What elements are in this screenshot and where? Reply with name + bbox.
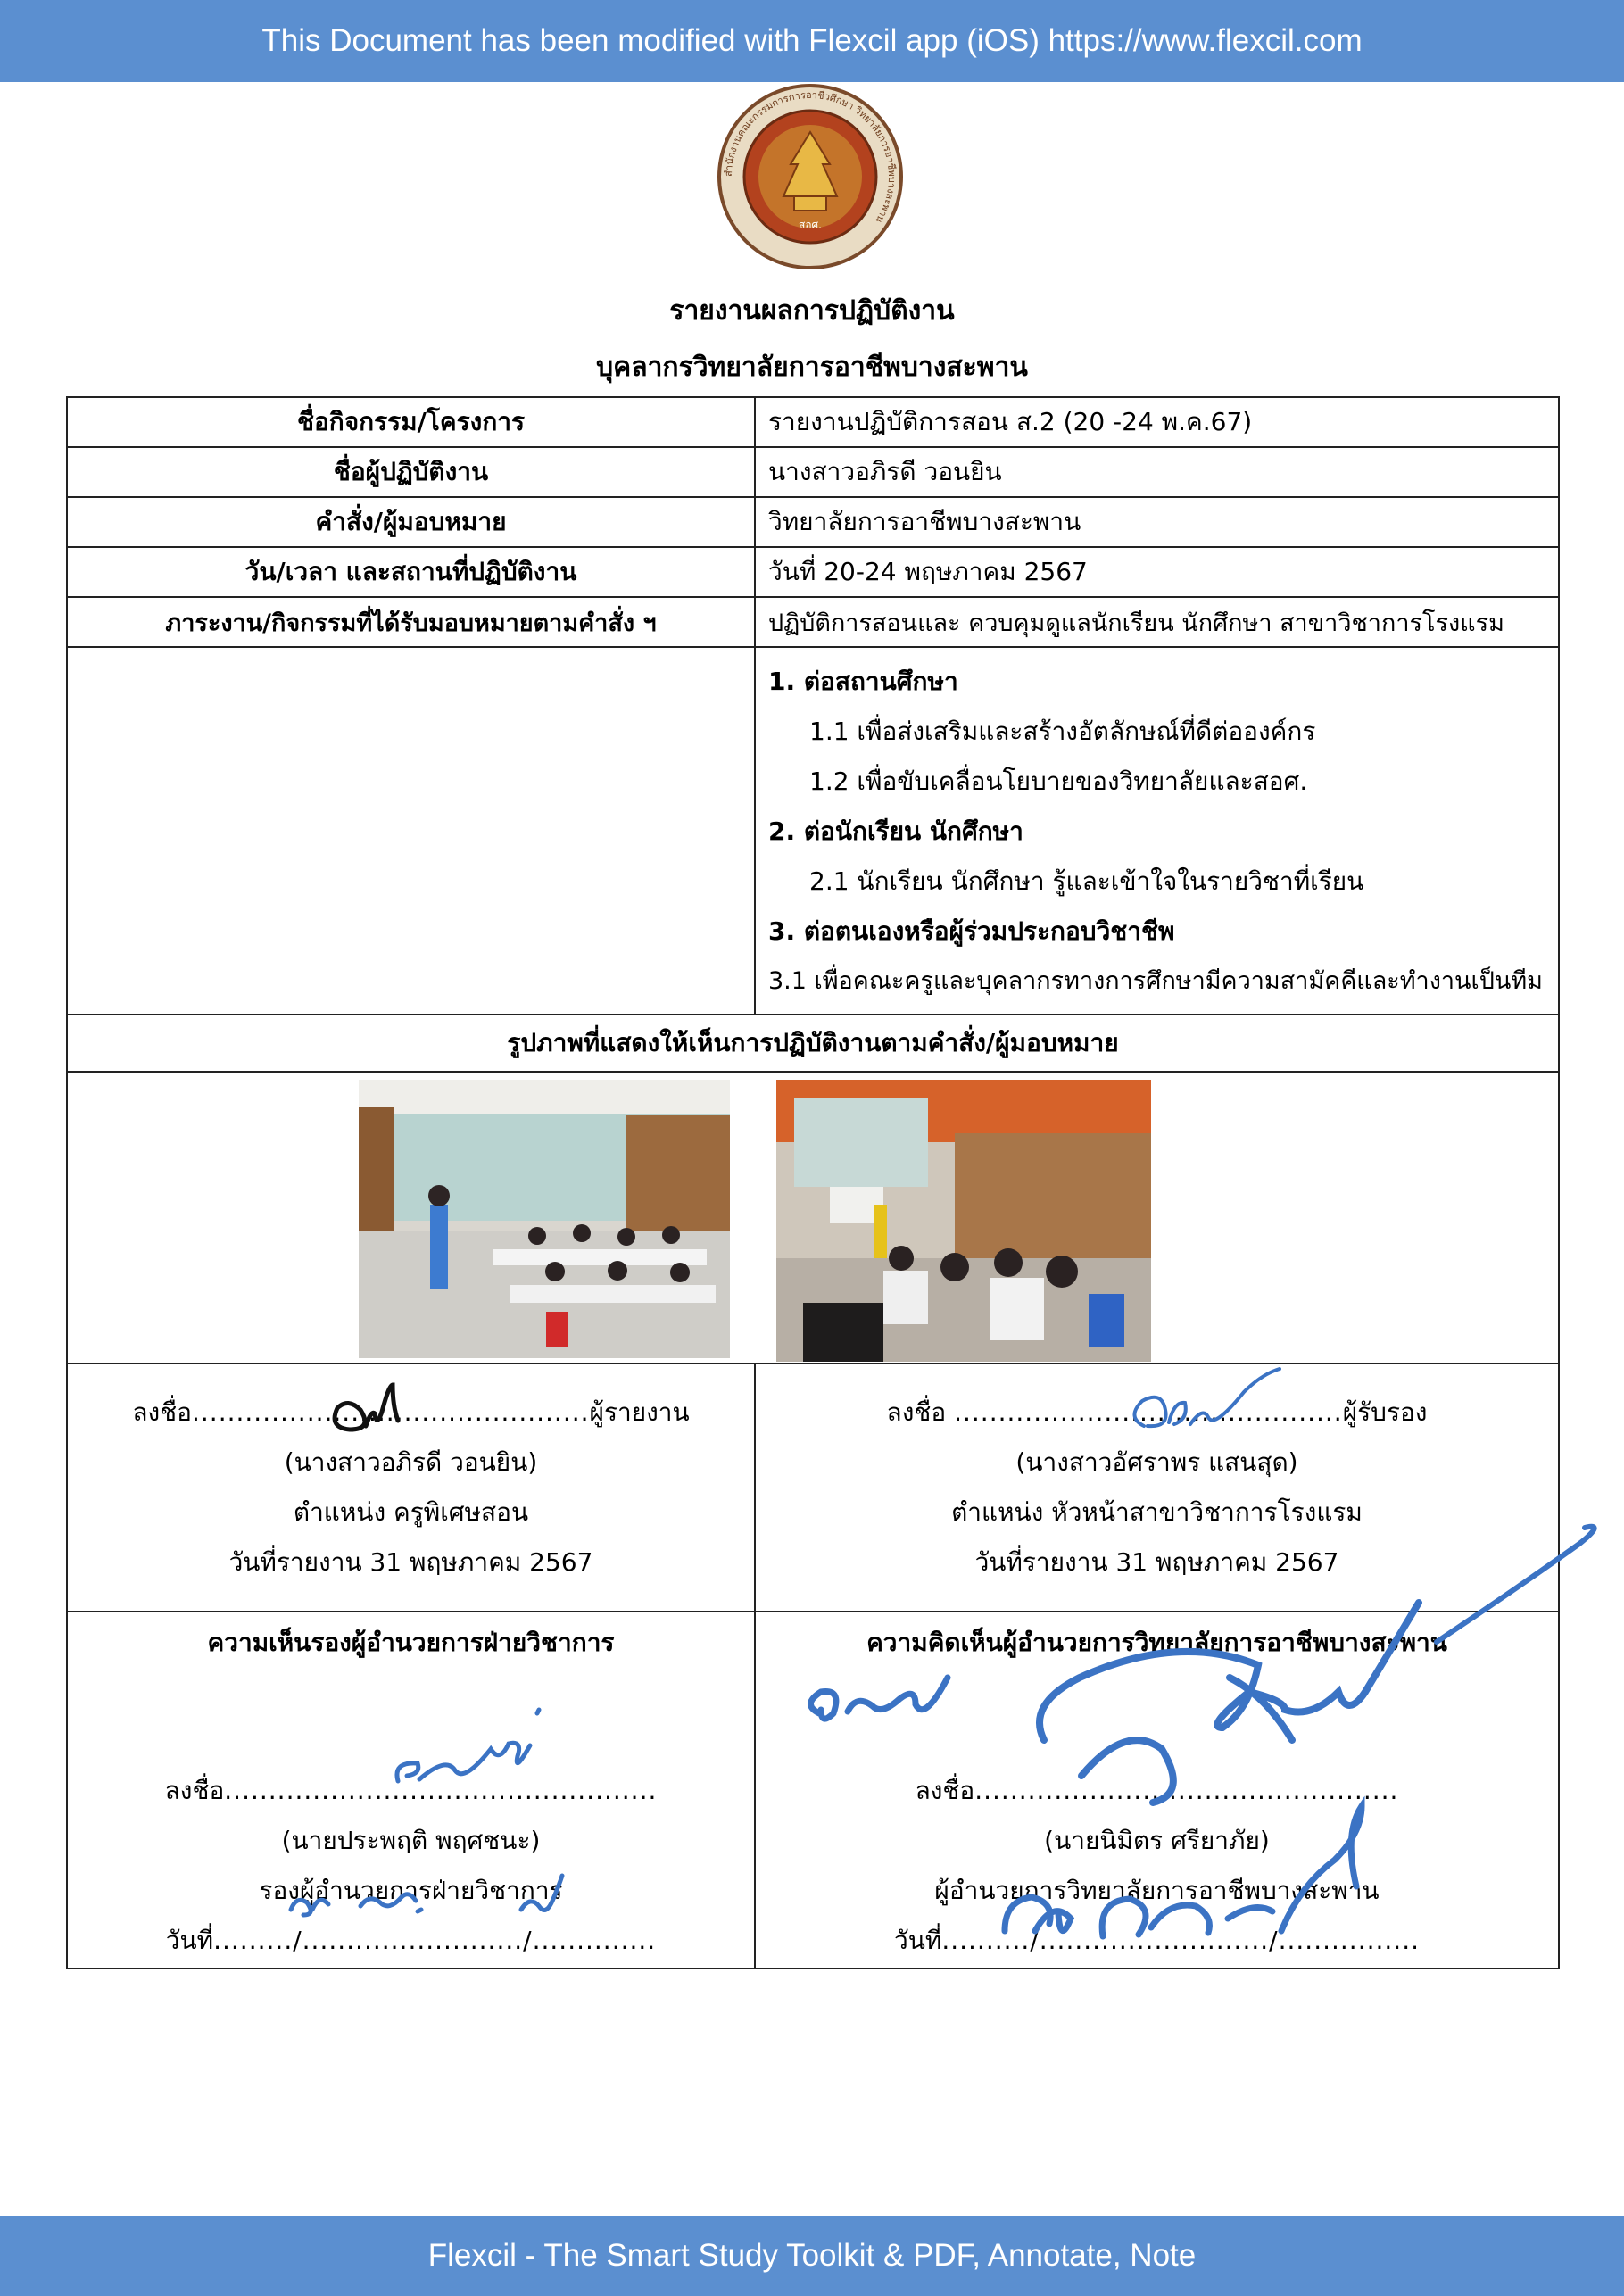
deputy-date-dots: ........./........................./.............. [213,1926,657,1955]
certifier-sign-prefix: ลงชื่อ [886,1397,947,1427]
row-objectives [67,647,1559,1015]
deputy-date-line [80,1916,742,1966]
certifier-sign-line [768,1388,1545,1438]
deputy-sign-line [80,1766,742,1816]
row-performer [67,447,1559,497]
deputy-position: รองผู้อำนวยการฝ่ายวิชาการ [259,1876,563,1905]
reporter-sign-cell [67,1364,755,1612]
deputy-dotted-line: ................................................. [224,1776,658,1805]
label-assignment: ภาระงาน/กิจกรรมที่ได้รับมอบหมายตามคำสั่ง ฯ [67,597,755,647]
director-date-dots: ........../........................../................ [941,1926,1420,1955]
deputy-name: (นายประพฤติ พฤศชนะ) [281,1826,541,1855]
objective-item-3-1: 3.1 เพื่อคณะครูและบุคลากรทางการศึกษามีความสามัคคีและทำงานเป็นทีม [768,967,1543,995]
classroom-photo-1 [359,1080,730,1358]
deputy-header: ความเห็นรองผู้อำนวยการฝ่ายวิชาการ [207,1628,615,1657]
photos-cell [67,1072,1559,1364]
reporter-sign-suffix: ผู้รายงาน [589,1397,690,1427]
flexcil-top-banner [0,0,1624,82]
label-date-place: วัน/เวลา และสถานที่ปฏิบัติงาน [67,547,755,597]
objective-heading-1: 1. ต่อสถานศึกษา [768,667,958,696]
row-signatures-1 [67,1364,1559,1612]
row-activity [67,397,1559,447]
objectives-list [768,648,1545,1014]
college-seal-logo [716,82,905,271]
report-title: รายงานผลการปฏิบัติงาน [669,295,955,327]
objective-item-2-1: 2.1 นักเรียน นักศึกษา รู้และเข้าใจในรายวิชาที่เรียน [809,866,1364,896]
reporter-sign-line [80,1388,742,1438]
certifier-name: (นางสาวอัศราพร แสนสุด) [1015,1447,1298,1477]
reporter-name: (นางสาวอภิรดี วอนยิน) [284,1447,538,1477]
report-table [66,396,1560,1969]
photos-header: รูปภาพที่แสดงให้เห็นการปฏิบัติงานตามคำสั่ง/ผู้มอบหมาย [67,1015,1559,1072]
value-assigner: วิทยาลัยการอาชีพบางสะพาน [755,497,1559,547]
reporter-date: วันที่รายงาน 31 พฤษภาคม 2567 [228,1547,593,1577]
certifier-sign-suffix: ผู้รับรอง [1342,1397,1428,1427]
deputy-cell [67,1612,755,1969]
certifier-dotted-line: ............................................ [954,1397,1343,1427]
reporter-sign-prefix: ลงชื่อ [132,1397,192,1427]
report-subtitle: บุคลากรวิทยาลัยการอาชีพบางสะพาน [596,352,1028,383]
deputy-sign-prefix: ลงชื่อ [164,1776,225,1805]
reporter-dotted-line: ............................................. [192,1397,590,1427]
row-assignment [67,597,1559,647]
reporter-position: ตำแหน่ง ครูพิเศษสอน [293,1497,529,1527]
bottom-banner-text: Flexcil - The Smart Study Toolkit & PDF, Annotate, Note [427,2238,1197,2273]
value-date-place: วันที่ 20-24 พฤษภาคม 2567 [755,547,1559,597]
certifier-sign-cell [755,1364,1559,1612]
objective-item-1-1: 1.1 เพื่อส่งเสริมและสร้างอัตลักษณ์ที่ดีต่อองค์กร [809,717,1316,746]
top-banner-text: This Document has been modified with Flexcil app (iOS) https://www.flexcil.com [261,23,1363,58]
director-name: (นายนิมิตร ศรียาภัย) [1044,1826,1270,1855]
director-sign-prefix: ลงชื่อ [915,1776,975,1805]
certifier-position: ตำแหน่ง หัวหน้าสาขาวิชาการโรงแรม [951,1497,1363,1527]
value-activity: รายงานปฏิบัติการสอน ส.2 (20 -24 พ.ค.67) [755,397,1559,447]
director-comment-space [768,1668,1545,1766]
classroom-photo-2 [776,1080,1151,1362]
row-photos-header [67,1015,1559,1072]
deputy-comment-space [80,1668,742,1766]
value-performer: นางสาวอภิรดี วอนยิน [755,447,1559,497]
objectives-empty-cell [67,647,755,1015]
row-photos [67,1072,1559,1364]
certifier-date: วันที่รายงาน 31 พฤษภาคม 2567 [974,1547,1339,1577]
row-assigner [67,497,1559,547]
director-header: ความคิดเห็นผู้อำนวยการวิทยาลัยการอาชีพบางสะพาน [866,1628,1447,1657]
flexcil-bottom-banner [0,2216,1624,2296]
row-date-place [67,547,1559,597]
objective-item-1-2: 1.2 เพื่อขับเคลื่อนโยบายของวิทยาลัยและสอศ. [809,767,1308,796]
objectives-cell [755,647,1559,1015]
row-signatures-2 [67,1612,1559,1969]
label-activity: ชื่อกิจกรรม/โครงการ [67,397,755,447]
seal-ring-text: สำนักงานคณะกรรมการการอาชีวศึกษา วิทยาลัยการอาชีพบางสะพาน [722,88,899,226]
director-sign-line [768,1766,1545,1816]
label-performer: ชื่อผู้ปฏิบัติงาน [67,447,755,497]
director-position: ผู้อำนวยการวิทยาลัยการอาชีพบางสะพาน [934,1876,1380,1905]
director-cell [755,1612,1559,1969]
value-assignment: ปฏิบัติการสอนและ ควบคุมดูแลนักเรียน นักศึกษา สาขาวิชาการโรงแรม [755,597,1559,647]
deputy-date-prefix: วันที่ [165,1926,214,1955]
objective-heading-3: 3. ต่อตนเองหรือผู้ร่วมประกอบวิชาชีพ [768,916,1175,946]
objective-heading-2: 2. ต่อนักเรียน นักศึกษา [768,816,1023,846]
label-assigner: คำสั่ง/ผู้มอบหมาย [67,497,755,547]
director-date-prefix: วันที่ [893,1926,942,1955]
seal-center-text: สอศ. [799,219,822,231]
director-dotted-line: ................................................ [974,1776,1399,1805]
director-date-line [768,1916,1545,1966]
